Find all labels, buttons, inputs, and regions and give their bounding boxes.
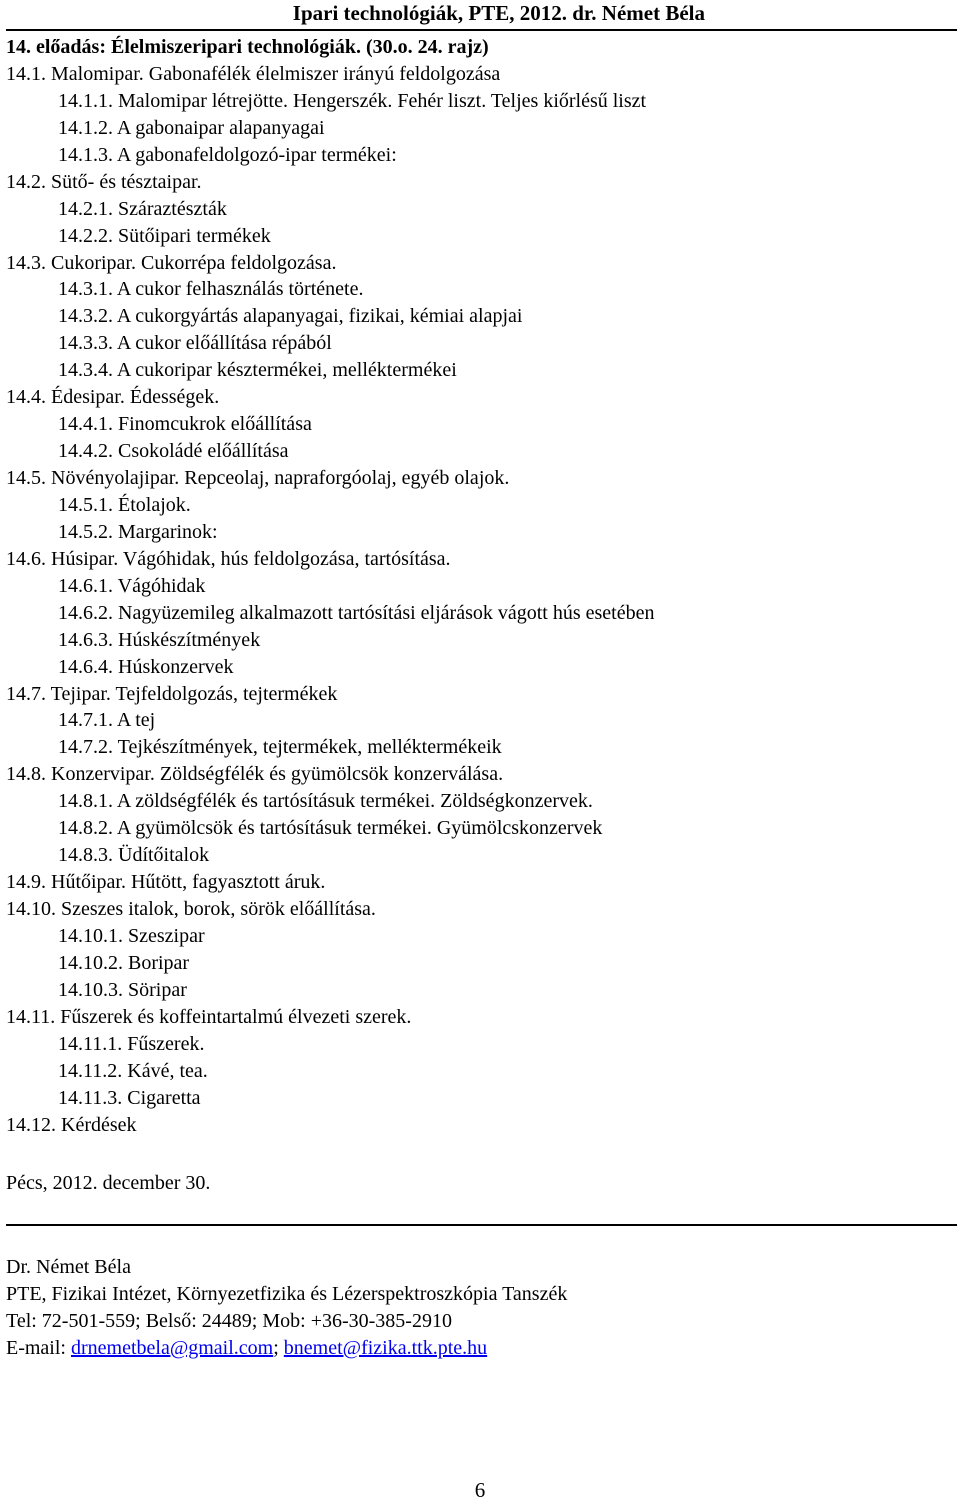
toc-subsection: 14.6.3. Húskészítmények	[58, 628, 261, 651]
footer-divider	[6, 1224, 957, 1226]
email-separator: ;	[273, 1337, 284, 1359]
running-header: Ipari technológiák, PTE, 2012. dr. Német Béla	[292, 1, 705, 25]
toc-section: 14.10. Szeszes italok, borok, sörök előállítása.	[6, 898, 376, 920]
toc-subsection: 14.11.3. Cigaretta	[58, 1086, 201, 1109]
lecture-title: 14. előadás: Élelmiszeripari technológiák. (30.o. 24. rajz)	[6, 36, 489, 58]
email-link-gmail[interactable]: drnemetbela@gmail.com	[70, 1337, 274, 1359]
toc-subsection: 14.8.1. A zöldségfélék és tartósításuk termékei. Zöldségkonzervek.	[58, 790, 593, 813]
header-divider	[6, 29, 957, 31]
toc-subsection: 14.7.1. A tej	[58, 709, 156, 732]
toc-subsection: 14.3.2. A cukorgyártás alapanyagai, fizikai, kémiai alapjai	[58, 305, 523, 328]
toc-subsection: 14.11.2. Kávé, tea.	[58, 1059, 208, 1082]
author-phones: Tel: 72-501-559; Belső: 24489; Mob: +36-30-385-2910	[6, 1310, 452, 1332]
toc-section: 14.2. Sütő- és tésztaipar.	[6, 170, 202, 193]
email-link-pte[interactable]: bnemet@fizika.ttk.pte.hu	[283, 1337, 488, 1359]
toc-subsection: 14.8.2. A gyümölcsök és tartósításuk termékei. Gyümölcskonzervek	[58, 817, 603, 840]
toc-subsection: 14.1.1. Malomipar létrejötte. Hengerszék. Fehér liszt. Teljes kiőrlésű liszt	[58, 89, 647, 112]
email-label: E-mail:	[6, 1337, 71, 1359]
toc-subsection: 14.2.2. Sütőipari termékek	[58, 224, 271, 247]
toc-section: 14.4. Édesipar. Édességek.	[6, 386, 220, 409]
toc-subsection: 14.5.1. Étolajok.	[58, 493, 191, 516]
toc-section: 14.7. Tejipar. Tejfeldolgozás, tejtermékek	[6, 682, 338, 705]
toc-subsection: 14.6.4. Húskonzervek	[58, 655, 234, 678]
toc-section: 14.8. Konzervipar. Zöldségfélék és gyümölcsök konzerválása.	[6, 763, 504, 786]
toc-subsection: 14.10.2. Boripar	[58, 951, 190, 974]
toc-subsection: 14.10.3. Söripar	[58, 978, 187, 1001]
place-and-date: Pécs, 2012. december 30.	[6, 1172, 211, 1194]
toc-subsection: 14.1.2. A gabonaipar alapanyagai	[58, 116, 325, 139]
toc-subsection: 14.8.3. Üdítőitalok	[58, 844, 210, 867]
toc-subsection: 14.10.1. Szeszipar	[58, 924, 205, 947]
author-name: Dr. Német Béla	[6, 1256, 131, 1278]
contact-block	[6, 1254, 567, 1362]
toc-section: 14.9. Hűtőipar. Hűtött, fagyasztott áruk.	[6, 871, 326, 894]
toc-section: 14.12. Kérdések	[6, 1113, 137, 1136]
toc-subsection: 14.5.2. Margarinok:	[58, 520, 218, 543]
toc-subsection: 14.6.1. Vágóhidak	[58, 574, 206, 597]
toc-section: 14.1. Malomipar. Gabonafélék élelmiszer irányú feldolgozása	[6, 62, 501, 85]
author-affiliation: PTE, Fizikai Intézet, Környezetfizika és Lézerspektroszkópia Tanszék	[6, 1283, 568, 1305]
author-emails	[6, 1335, 567, 1362]
toc-subsection: 14.3.3. A cukor előállítása répából	[58, 332, 332, 355]
toc-subsection: 14.4.1. Finomcukrok előállítása	[58, 413, 312, 436]
toc-subsection: 14.11.1. Fűszerek.	[58, 1032, 205, 1055]
toc-subsection: 14.7.2. Tejkészítmények, tejtermékek, melléktermékeik	[58, 736, 502, 759]
toc-subsection: 14.2.1. Száraztészták	[58, 197, 227, 220]
page-number: 6	[474, 1478, 486, 1502]
toc-section: 14.3. Cukoripar. Cukorrépa feldolgozása.	[6, 251, 337, 274]
toc-subsection: 14.1.3. A gabonafeldolgozó-ipar termékei:	[58, 143, 397, 166]
toc-section: 14.5. Növényolajipar. Repceolaj, napraforgóolaj, egyéb olajok.	[6, 467, 510, 489]
toc-subsection: 14.3.4. A cukoripar késztermékei, melléktermékei	[58, 359, 457, 382]
toc-section: 14.11. Fűszerek és koffeintartalmú élvezeti szerek.	[6, 1005, 412, 1028]
toc-subsection: 14.4.2. Csokoládé előállítása	[58, 440, 289, 463]
toc-subsection: 14.3.1. A cukor felhasználás története.	[58, 278, 364, 301]
toc-subsection: 14.6.2. Nagyüzemileg alkalmazott tartósítási eljárások vágott hús esetében	[58, 601, 655, 624]
table-of-contents	[6, 34, 956, 1138]
toc-section: 14.6. Húsipar. Vágóhidak, hús feldolgozása, tartósítása.	[6, 547, 451, 570]
